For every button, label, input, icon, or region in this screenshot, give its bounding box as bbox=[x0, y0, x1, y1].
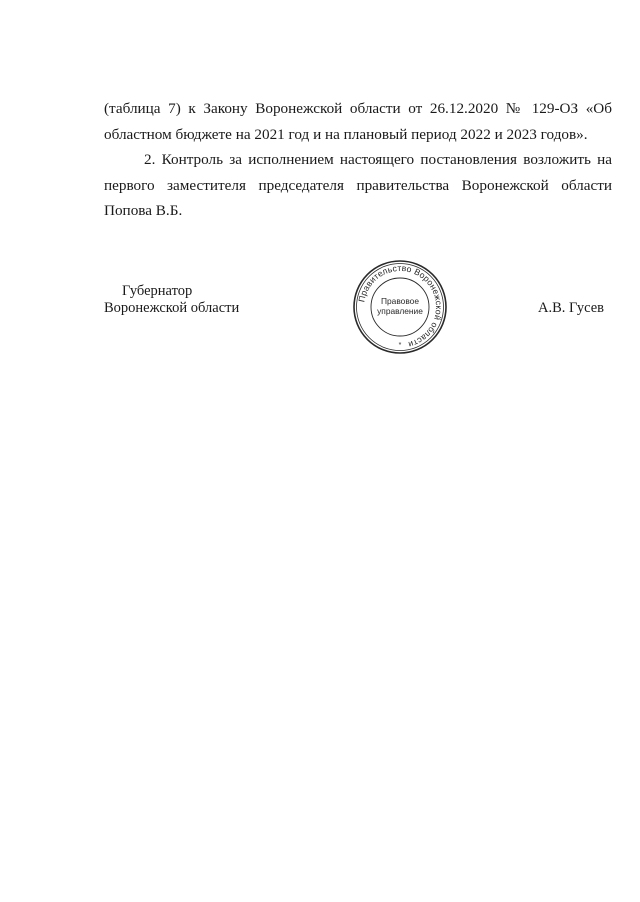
official-stamp bbox=[352, 259, 448, 355]
stamp-ring-text: Правительство Воронежской области bbox=[356, 262, 445, 350]
stamp-star: * bbox=[398, 342, 402, 349]
document-body bbox=[104, 96, 612, 224]
signatory-name: А.В. Гусев bbox=[538, 300, 604, 316]
stamp-center-line1: Правовое bbox=[380, 296, 420, 306]
signatory-title bbox=[104, 283, 254, 317]
paragraph-budget-reference: (таблица 7) к Закону Воронежской области от 26.12.2020 № 129-ОЗ «Об областном бюджете на 2021 год и на плановый период 2022 и 2023 годов». bbox=[104, 100, 612, 143]
signatory-region: Воронежской области bbox=[104, 300, 240, 316]
stamp-seal-icon bbox=[352, 259, 448, 355]
paragraph-control-clause: 2. Контроль за исполнением настоящего постановления возложить на первого заместителя председателя правительства Воронежской области Попова В.Б. bbox=[104, 151, 612, 219]
stamp-center-line2: управление bbox=[377, 306, 423, 316]
signatory-position: Губернатор bbox=[122, 283, 193, 299]
